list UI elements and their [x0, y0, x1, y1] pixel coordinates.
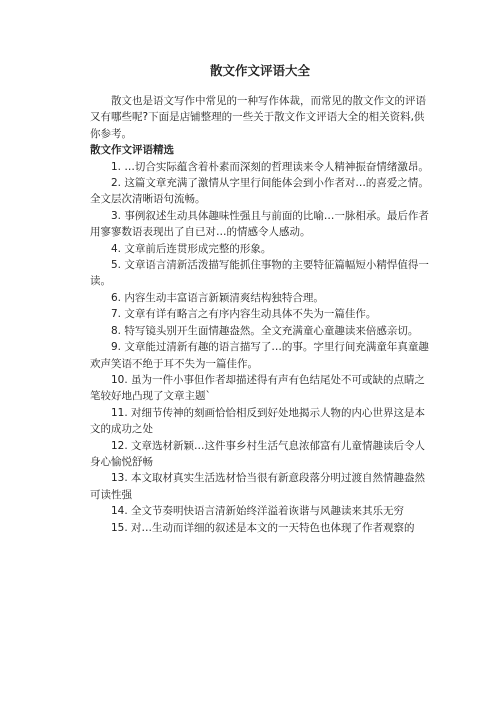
list-item: 2. 这篇文章充满了激情从字里行间能体会到小作者对…的喜爱之情。全文层次清晰语句流畅。: [90, 177, 429, 206]
section-heading: 散文作文评语精选: [90, 144, 174, 157]
list-item: 3. 事例叙述生动具体趣味性强且与前面的比喻…一脉相承。最后作者用寥寥数语表现出了自已对…的情感令人感动。: [90, 209, 429, 239]
list-item: 8. 特写镜头别开生面情趣盎然。全文充满童心童趣读来倍感亲切。: [111, 324, 419, 337]
list-item: 14. 全文节奏明快语言清新始终洋溢着诙谐与风趣读来其乐无穷: [111, 505, 405, 518]
comment-list: [90, 159, 430, 536]
document-title: 散文作文评语大全: [209, 63, 310, 78]
list-item: 6. 内容生动丰富语言新颖清爽结构独特合理。: [111, 291, 324, 304]
list-item: 4. 文章前后连贯形成完整的形象。: [111, 242, 272, 255]
list-item: 5. 文章语言清新活泼描写能抓住事物的主要特征篇幅短小精悍值得一读。: [90, 259, 429, 288]
list-item: 1. …切合实际蕴含着朴素而深刻的哲理读来令人精神振奋情绪激昂。: [111, 160, 429, 173]
list-item: 11. 对细节传神的刻画恰恰相反到好处地揭示人物的内心世界这是本文的成功之处: [90, 406, 426, 436]
list-item: 7. 文章有详有略言之有序内容生动具体不失为一篇佳作。: [111, 308, 377, 321]
list-item: 15. 对…生动而详细的叙述是本文的一天特色也体现了作者观察的: [111, 521, 415, 534]
list-item: 10. 虽为一件小事但作者却描述得有声有色结尾处不可或缺的点睛之笔较好地凸现了文章主题`: [90, 373, 426, 403]
list-item: 13. 本文取材真实生活选材恰当很有新意段落分明过渡自然情趣盎然可读性强: [90, 472, 426, 501]
document-body: [90, 93, 430, 536]
intro-paragraph: 散文也是语文写作中常见的一种写作体裁，而常见的散文作文的评语又有哪些呢?下面是店铺整理的一些关于散文作文评语大全的相关资料,供你参考。: [90, 95, 426, 140]
list-item: 12. 文章选材新颖…这件事乡村生活气息浓郁富有儿童情趣读后令人身心愉悦舒畅: [90, 439, 426, 468]
list-item: 9. 文章能过清新有趣的语言描写了…的事。字里行间充满童年真童趣欢声笑语不绝于耳不失为一篇佳作。: [90, 341, 429, 370]
